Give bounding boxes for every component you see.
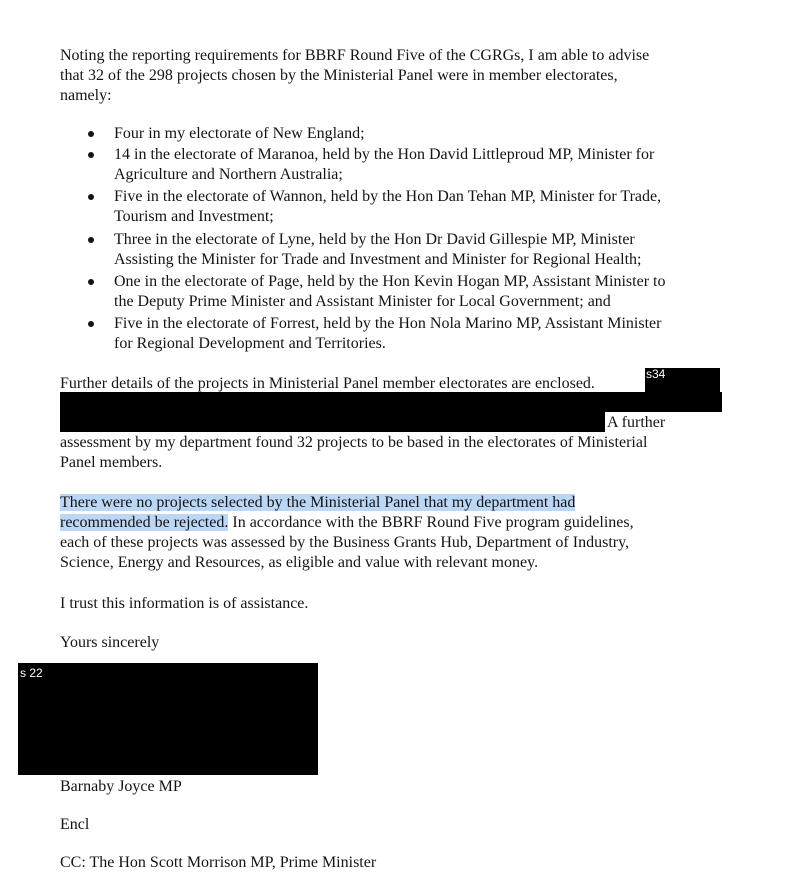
- further-line-4: Panel members.: [60, 454, 163, 471]
- closing-yours-sincerely: Yours sincerely: [60, 634, 160, 651]
- highlight-line-3: each of these projects was assessed by the Business Grants Hub, Department of Industry,: [60, 534, 630, 551]
- intro-line-2: that 32 of the 298 projects chosen by the Ministerial Panel were in member electorates,: [60, 67, 618, 84]
- cc-line: CC: The Hon Scott Morrison MP, Prime Minister: [60, 854, 377, 871]
- list-item-continued: Assisting the Minister for Trade and Investment and Minister for Regional Health;: [114, 251, 642, 268]
- bullet-icon: [88, 131, 94, 137]
- bullet-icon: [88, 152, 94, 158]
- list-item-continued: for Regional Development and Territories.: [114, 335, 386, 352]
- highlight-line-2: [60, 513, 634, 533]
- intro-line-3: namely:: [60, 87, 112, 104]
- closing-trust: I trust this information is of assistance.: [60, 595, 309, 612]
- signatory-name: Barnaby Joyce MP: [60, 778, 182, 795]
- intro-line-1: Noting the reporting requirements for BBRF Round Five of the CGRGs, I am able to advise: [60, 47, 650, 64]
- text-selection-highlight[interactable]: There were no projects selected by the Ministerial Panel that my department had: [60, 494, 576, 511]
- highlight-line-1: [60, 493, 575, 513]
- redaction-block: [60, 392, 722, 412]
- further-line-3: assessment by my department found 32 projects to be based in the electorates of Ministerial: [60, 434, 648, 451]
- redaction-block: [60, 410, 605, 432]
- list-item: Three in the electorate of Lyne, held by the Hon Dr David Gillespie MP, Minister: [114, 231, 635, 248]
- redaction-label-s22: s 22: [20, 666, 43, 680]
- bullet-icon: [88, 194, 94, 200]
- list-item: Four in my electorate of New England;: [114, 125, 365, 142]
- list-item-continued: Agriculture and Northern Australia;: [114, 166, 343, 183]
- signature-redaction-block: [18, 663, 318, 775]
- list-item: Five in the electorate of Forrest, held by the Hon Nola Marino MP, Assistant Minister: [114, 315, 662, 332]
- list-item-continued: the Deputy Prime Minister and Assistant Minister for Local Government; and: [114, 293, 611, 310]
- further-line-2-tail: A further: [607, 414, 666, 431]
- list-item-continued: Tourism and Investment;: [114, 208, 274, 225]
- redaction-label-s34: s34: [646, 367, 666, 381]
- bullet-icon: [88, 279, 94, 285]
- list-item: One in the electorate of Page, held by the Hon Kevin Hogan MP, Assistant Minister to: [114, 273, 666, 290]
- list-item: Five in the electorate of Wannon, held by the Hon Dan Tehan MP, Minister for Trade,: [114, 188, 662, 205]
- highlight-line-4: Science, Energy and Resources, as eligible and value with relevant money.: [60, 554, 539, 571]
- text-selection-highlight[interactable]: recommended be rejected.: [60, 514, 229, 531]
- bullet-icon: [88, 237, 94, 243]
- enclosure-note: Encl: [60, 816, 90, 833]
- list-item: 14 in the electorate of Maranoa, held by the Hon David Littleproud MP, Minister for: [114, 146, 655, 163]
- bullet-icon: [88, 321, 94, 327]
- further-line-1: Further details of the projects in Ministerial Panel member electorates are enclosed.: [60, 375, 595, 392]
- paragraph-text: In accordance with the BBRF Round Five program guidelines,: [228, 514, 634, 531]
